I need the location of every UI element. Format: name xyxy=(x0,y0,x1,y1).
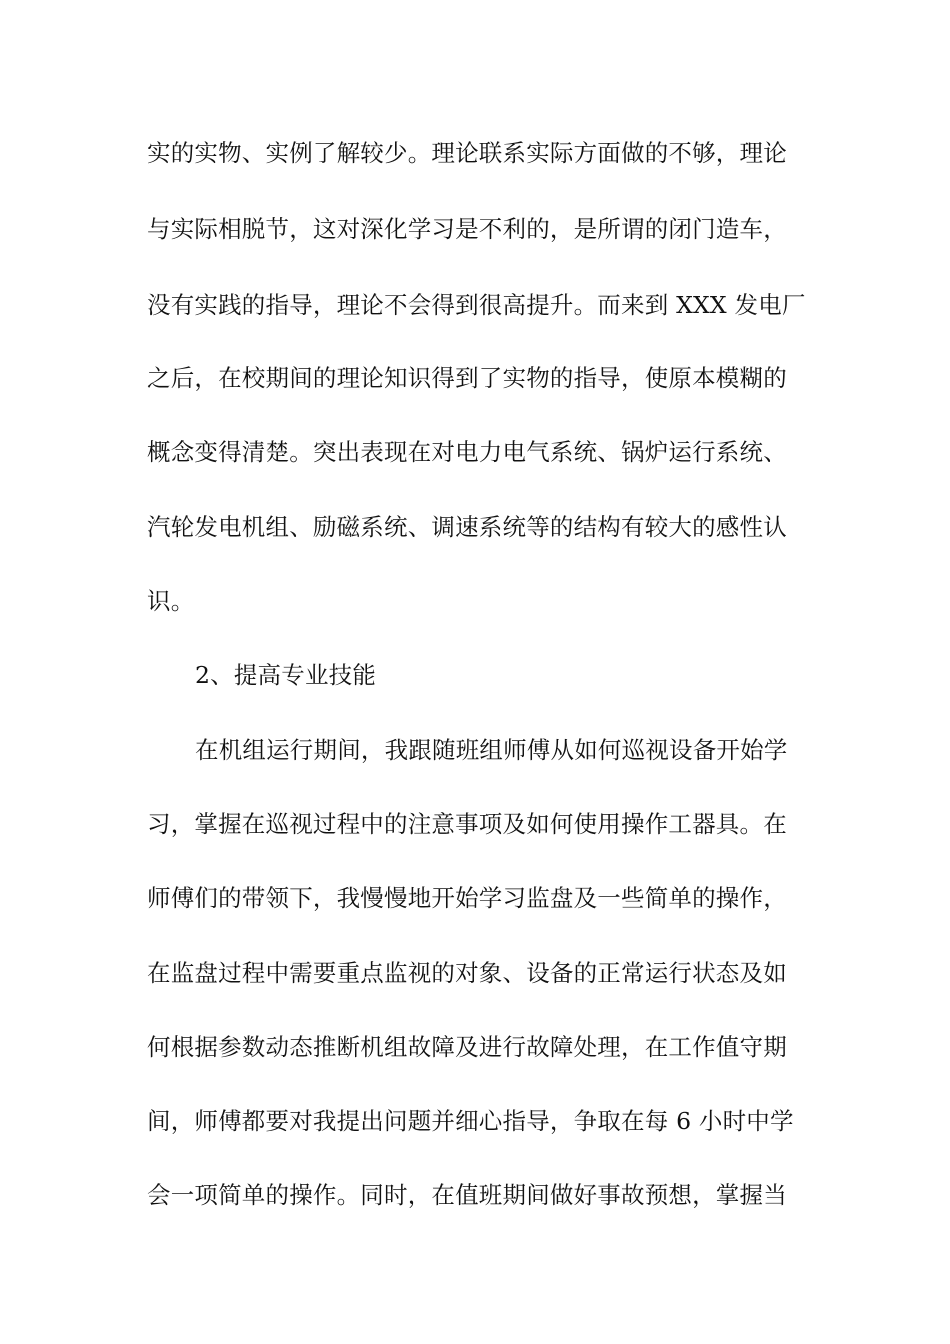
text-line: 师傅们的带领下，我慢慢地开始学习监盘及一些简单的操作， xyxy=(147,884,787,912)
text-line: 实的实物、实例了解较少。理论联系实际方面做的不够，理论 xyxy=(147,139,787,167)
text-line: 会一项简单的操作。同时，在值班期间做好事故预想，掌握当 xyxy=(147,1181,787,1209)
text-line: 何根据参数动态推断机组故障及进行故障处理，在工作值守期 xyxy=(147,1033,787,1061)
text-line: 概念变得清楚。突出表现在对电力电气系统、锅炉运行系统、 xyxy=(147,438,787,466)
text-line: 间，师傅都要对我提出问题并细心指导，争取在每 6 小时中学 xyxy=(147,1107,794,1135)
text-line: 在机组运行期间，我跟随班组师傅从如何巡视设备开始学 xyxy=(195,736,788,764)
text-line: 与实际相脱节，这对深化学习是不利的，是所谓的闭门造车， xyxy=(147,215,787,243)
text-line: 之后，在校期间的理论知识得到了实物的指导，使原本模糊的 xyxy=(147,364,787,392)
text-line: 汽轮发电机组、励磁系统、调速系统等的结构有较大的感性认 xyxy=(147,513,787,541)
text-line: 在监盘过程中需要重点监视的对象、设备的正常运行状态及如 xyxy=(147,959,787,987)
text-line: 没有实践的指导，理论不会得到很高提升。而来到 XXX 发电厂 xyxy=(147,291,806,319)
text-line: 习，掌握在巡视过程中的注意事项及如何使用操作工器具。在 xyxy=(147,810,787,838)
text-line: 识。 xyxy=(147,587,195,615)
section-heading: 2、提高专业技能 xyxy=(195,661,377,689)
